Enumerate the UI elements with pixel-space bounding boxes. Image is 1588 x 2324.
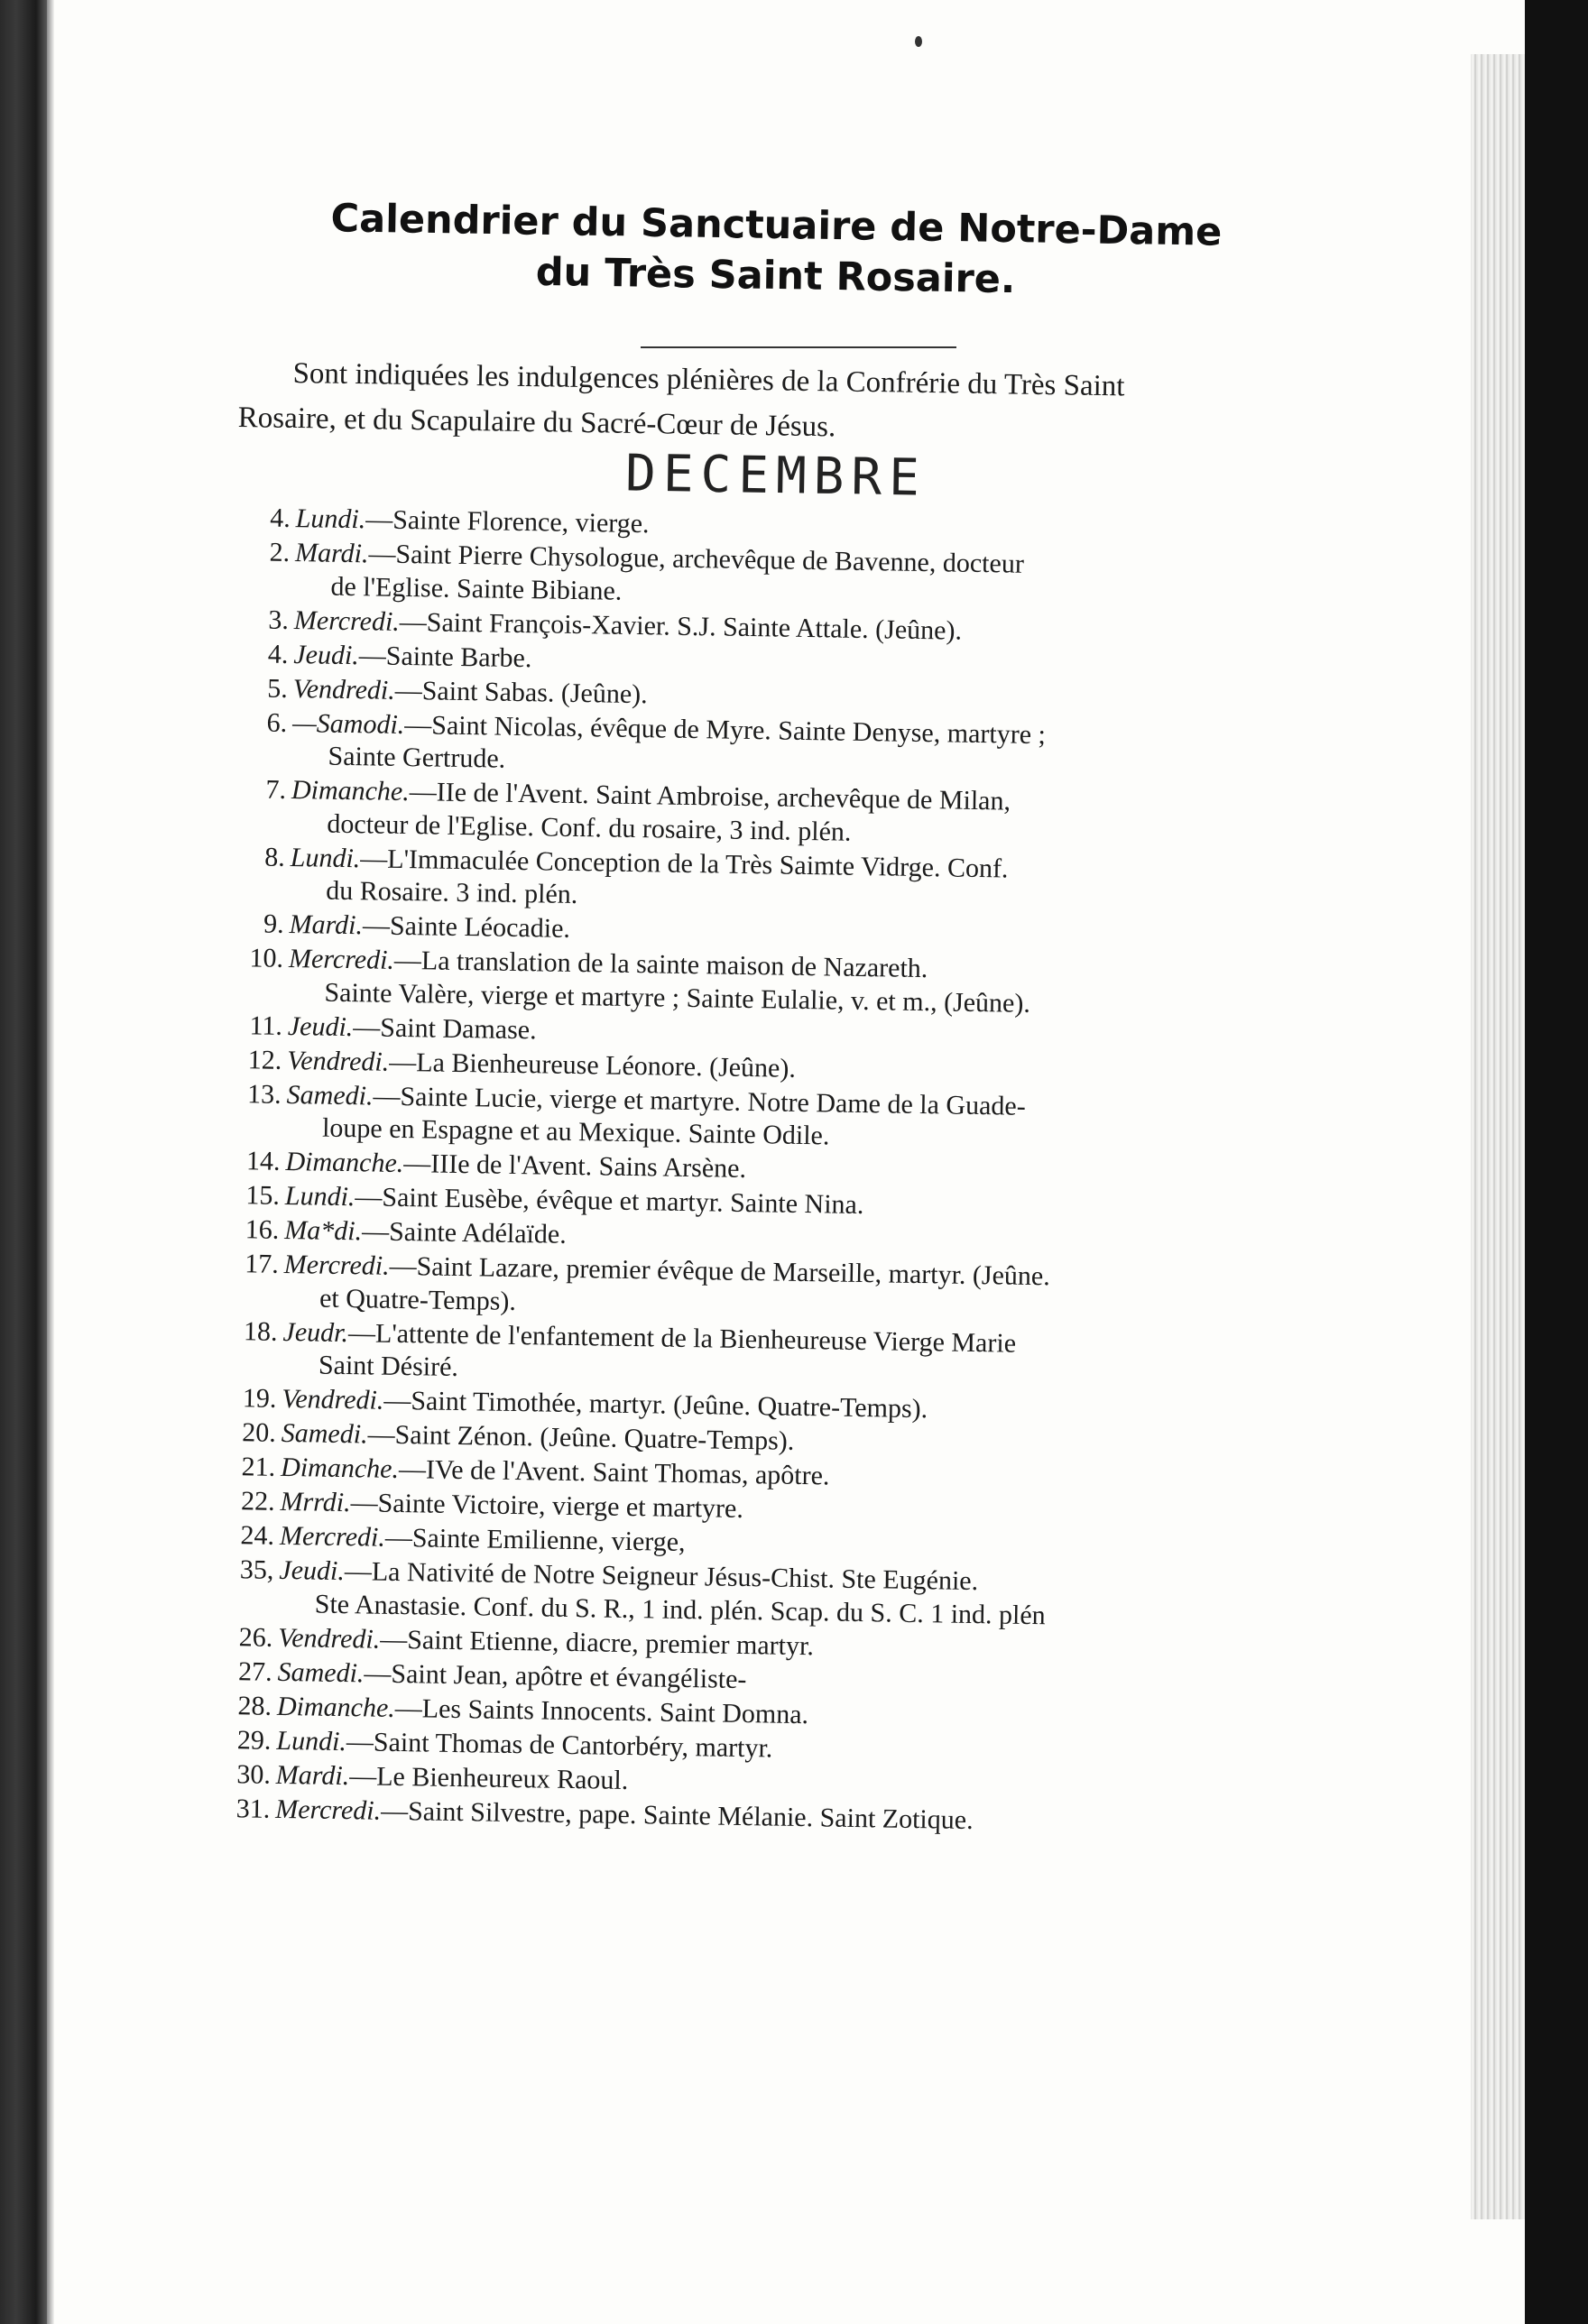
entry-number: 18.: [243, 1315, 278, 1347]
entry-text: —L'attente de l'enfantement de la Bienheureuse Vierge Marie: [347, 1317, 1017, 1359]
entry-day: Mercredi.: [279, 1520, 386, 1553]
entry-text: —Saint Pierre Chysologue, archevêque de Bavenne, docteur: [368, 539, 1025, 579]
entry-day: Dimanche.: [291, 775, 411, 807]
entry-text: —Saint Nicolas, évêque de Myre. Sainte Denyse, martyre ;: [404, 709, 1047, 750]
page-title: [270, 192, 1282, 309]
entry-number: 22.: [240, 1486, 275, 1517]
entry-number: 14.: [245, 1146, 281, 1176]
entry-day: Mercredi.: [293, 604, 401, 637]
entry-text: —Sainte Lucie, vierge et martyre. Notre Dame de la Guade-: [373, 1080, 1026, 1121]
entry-number: 17.: [244, 1249, 279, 1279]
document-page: [54, 0, 1471, 2324]
entry-number: 11.: [249, 1010, 283, 1041]
entry-continuation: Sainte Valère, vierge et martyre ; Sainte Eulalie, v. et m., (Jeûne).: [324, 977, 1031, 1019]
entry-text: —Sainte Florence, vierge.: [365, 504, 650, 540]
entry-continuation: et Quatre-Temps).: [319, 1283, 517, 1316]
entry-text: —Saint Timothée, martyr. (Jeûne. Quatre-Temps).: [383, 1385, 928, 1425]
entry-day: Mercredi.: [288, 944, 395, 975]
entry-text: —L'Immaculée Conception de la Très Saimte Vidrge. Conf.: [360, 843, 1009, 884]
entry-text: —Saint Thomas de Cantorbéry, martyr.: [346, 1726, 773, 1764]
entry-number: 20.: [242, 1417, 277, 1448]
entry-number: 16.: [245, 1214, 280, 1245]
entry-number: 13.: [246, 1078, 282, 1110]
entry-continuation: Ste Anastasie. Conf. du S. R., 1 ind. plén. Scap. du S. C. 1 ind. plén: [314, 1589, 1046, 1630]
entry-text: —Saint Eusèbe, évêque et martyr. Sainte Nina.: [355, 1182, 864, 1221]
entry-day: Jeudi.: [293, 639, 360, 670]
entry-day: Jeudi.: [279, 1554, 346, 1587]
entry-day: Mardi.: [275, 1759, 350, 1791]
entry-number: 7.: [265, 774, 287, 805]
entry-day: Jeudi.: [287, 1010, 354, 1042]
entry-number: 15.: [245, 1180, 281, 1211]
entry-text: —Saint Zénon. (Jeûne. Quatre-Temps).: [367, 1419, 795, 1456]
entry-day: Vendredi.: [287, 1045, 390, 1077]
entry-number: 4.: [267, 639, 289, 669]
entry-number: 35,: [239, 1554, 274, 1585]
entry-text: —IVe de l'Avent. Saint Thomas, apôtre.: [398, 1453, 830, 1491]
entry-number: 21.: [241, 1452, 276, 1482]
entry-text: —Sainte Emilienne, vierge,: [384, 1522, 686, 1557]
entry-day: Samedi.: [277, 1656, 365, 1688]
entry-number: 29.: [236, 1724, 272, 1756]
entry-day: Vendredi.: [277, 1622, 381, 1655]
entry-number: 31.: [235, 1793, 271, 1824]
entry-day: Dimanche.: [285, 1146, 404, 1179]
book-binding-shadow: [0, 0, 47, 2324]
entry-text: —La Bienheureuse Léonore. (Jeûne).: [389, 1047, 797, 1084]
intro-paragraph: [237, 350, 1303, 457]
entry-text: —La translation de la sainte maison de Nazareth.: [393, 945, 928, 984]
scan-border-right: [1525, 0, 1588, 2324]
entry-day: Lundi.: [290, 842, 361, 873]
entry-number: 3.: [268, 604, 290, 635]
intro-line-1: Sont indiquées les indulgences plénières de la Confrérie du Très Saint: [292, 356, 1125, 403]
entry-day: Dimanche.: [280, 1452, 400, 1484]
entry-day: Ma*di.: [284, 1214, 363, 1247]
entry-continuation: Sainte Gertrude.: [328, 741, 506, 774]
entry-text: —Sainte Adélaïde.: [361, 1216, 567, 1250]
entry-text: —La Nativité de Notre Seigneur Jésus-Chist. Ste Eugénie.: [344, 1556, 979, 1597]
entry-text: —Saint Etienne, diacre, premier martyr.: [379, 1624, 815, 1661]
intro-line-2: Rosaire, et du Scapulaire du Sacré-Cœur de Jésus.: [237, 401, 836, 444]
title-line-2: du Très Saint Rosaire.: [535, 249, 1016, 303]
entry-number: 19.: [242, 1383, 277, 1414]
entry-number: 10.: [249, 943, 284, 973]
book-gutter: [47, 0, 54, 2324]
entry-day: Mercredi.: [274, 1794, 382, 1826]
entry-number: 24.: [240, 1520, 275, 1551]
entry-day: Samedi.: [281, 1417, 368, 1450]
entry-day: Lundi.: [284, 1180, 355, 1213]
entry-text: —Les Saints Innocents. Saint Domna.: [394, 1692, 809, 1729]
entry-continuation: de l'Eglise. Sainte Bibiane.: [330, 571, 623, 606]
calendar-entries: [214, 502, 1308, 1843]
entry-day: Mardi.: [289, 909, 364, 941]
entry-number: 12.: [247, 1044, 282, 1075]
entry-text: —Saint Sabas. (Jeûne).: [394, 675, 648, 709]
entry-continuation: docteur de l'Eglise. Conf. du rosaire, 3 ind. plén.: [327, 808, 852, 847]
entry-day: —Samodi.: [291, 707, 405, 740]
entry-day: Mrrdi.: [280, 1486, 351, 1518]
entry-day: Lundi.: [295, 503, 366, 535]
month-heading: DECEMBRE: [624, 444, 928, 508]
entry-day: Vendredi.: [292, 673, 396, 706]
entry-text: —Saint Jean, apôtre et évangéliste-: [364, 1657, 747, 1694]
entry-text: —IIIe de l'Avent. Sains Arsène.: [403, 1148, 747, 1184]
entry-continuation: Saint Désiré.: [318, 1350, 459, 1383]
entry-text: —Saint Silvestre, pape. Sainte Mélanie. Saint Zotique.: [380, 1795, 974, 1835]
title-line-1: Calendrier du Sanctuaire de Notre-Dame: [330, 196, 1223, 255]
entry-number: 28.: [237, 1690, 272, 1721]
entry-number: 9.: [263, 908, 284, 939]
entry-day: Mercredi.: [283, 1249, 390, 1281]
entry-number: 30.: [236, 1758, 272, 1790]
entry-day: Jeudr.: [282, 1316, 349, 1348]
entry-text: —Sainte Léocadie.: [362, 910, 571, 944]
entry-number: 8.: [264, 842, 286, 872]
entry-number: 27.: [237, 1655, 272, 1687]
entry-continuation: loupe en Espagne et au Mexique. Sainte Odile.: [321, 1112, 830, 1151]
entry-day: Vendredi.: [282, 1383, 384, 1416]
page-edges-stack: [1471, 54, 1525, 2219]
entry-text: —Saint Lazare, premier évêque de Marseille, martyr. (Jeûne.: [389, 1250, 1050, 1292]
entry-text: —Saint Damase.: [353, 1011, 537, 1045]
entry-text: —Sainte Barbe.: [358, 640, 532, 673]
title-divider: [641, 346, 956, 348]
entry-day: Mardi.: [294, 538, 369, 569]
entry-number: 6.: [266, 707, 288, 738]
entry-number: 4.: [269, 503, 291, 533]
entry-number: 2.: [269, 537, 291, 567]
entry-day: Lundi.: [276, 1725, 347, 1757]
entry-text: —Le Bienheureux Raoul.: [348, 1760, 629, 1795]
entry-number: 5.: [267, 673, 289, 704]
entry-number: 26.: [238, 1621, 273, 1653]
entry-day: Dimanche.: [276, 1691, 396, 1723]
entry-text: —IIe de l'Avent. Saint Ambroise, archevêque de Milan,: [409, 777, 1011, 816]
entry-day: Samedi.: [286, 1079, 374, 1111]
entry-continuation: du Rosaire. 3 ind. plén.: [325, 875, 578, 910]
entry-text: —Saint François-Xavier. S.J. Sainte Attale. (Jeûne).: [399, 606, 963, 646]
entry-text: —Sainte Victoire, vierge et martyre.: [350, 1488, 744, 1524]
